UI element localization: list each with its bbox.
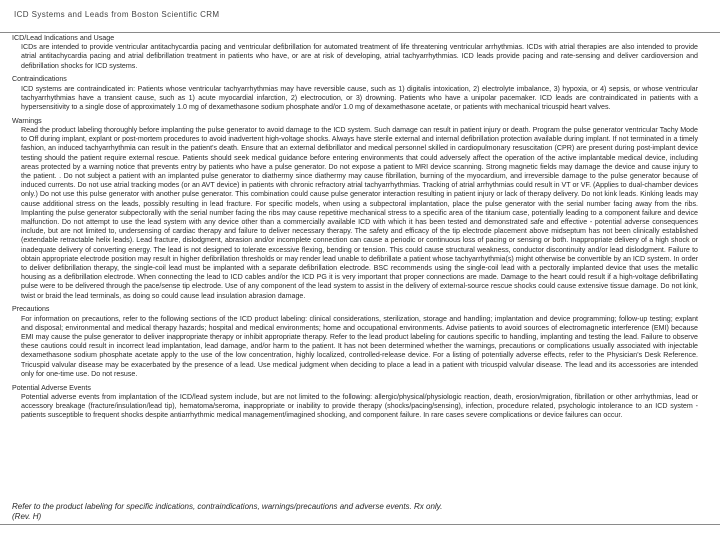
section-title: Precautions	[12, 305, 50, 314]
revision-label: (Rev. H)	[12, 512, 42, 522]
footer	[12, 502, 702, 523]
section-indications	[12, 34, 698, 71]
section-title: Potential Adverse Events	[12, 383, 91, 392]
section-body: For information on precautions, refer to the following sections of the ICD product labeling: clinical considerations, sterilization, storage and handling; implantation and device programming; follow-up testing; explant and disposal; environmental and medical therapy hazards; hospital and medical environments; home and occupational environments. Advise patients to avoid sources of electromagnetic interference (EMI) because EMI may cause the pulse generator to deliver inappropriate therapy or inhibit appropriate therapy. Refer to the lead product labeling for cautions specific to handling, implanting and testing the lead. Failure to observe these cautions could result in incorrect lead implantation, lead damage, and/or harm to the patient. It has not been determined whether the warnings, precautions or complications usually associated with injectable dexamethasone sodium phosphate acetate apply to the use of the low concentration, highly localized, controlled-release device. For a listing of potentially adverse effects, refer to the Physician's Desk Reference. Tricuspid valvular disease may be exacerbated by the presence of a lead. Use medical judgment when deciding to place a lead in a patient with tricuspid valvular disease. The lead and its accessories are intended only for one-time use. Do not resuse.	[21, 314, 698, 378]
bottom-divider	[0, 524, 720, 525]
header	[0, 0, 720, 33]
document-title: ICD Systems and Leads from Boston Scientific CRM	[14, 10, 220, 19]
section-body: Read the product labeling thoroughly before implanting the pulse generator to avoid damage to the ICD system. Such damage can result in patient injury or death. Program the pulse generator ventricular Tachy Mode to Off during implant, explant or post-mortem procedures to avoid inadvertent high-voltage shocks. Always have sterile external and internal defibrillation protection available during implant. If not terminated in a timely fashion, an induced tachyarrhythmia can result in the patient's death. Ensure that an external defibrillator and medical personnel skilled in cardiopulmonary resuscitation (CPR) are present during post-implant device testing should the patient require external rescue. Patients should seek medical guidance before entering environments that could adversely affect the operation of the active implantable medical device, including areas protected by a warning notice that prevents entry by patients who have a pulse generator. Do not expose a patient to MRI device scanning. Strong magnetic fields may damage the device and cause injury to the patient. . Do not subject a patient with an implanted pulse generator to diathermy since diathermy may cause fibrillation, burning of the myocardium, and irreversible damage to the pulse generator because of induced currents. Do not use atrial tracking modes (or an AVT device) in patients with chronic refractory atrial tachyarrhythmias. Tracking of atrial arrhythmias could result in VT or VF. (Applies to dual-chamber devices only.) Do not use this pulse generator with another pulse generator. This combination could cause pulse generator interaction resulting in patient injury or lack of therapy delivery. Do not kink leads. Kinking leads may cause additional stress on the leads, possibly resulting in lead fracture. For specific models, when using a subpectoral implantation, place the pulse generator with the serial number facing away from the ribs. Implanting the pulse generator subpectorally with the serial number facing the ribs may cause repetitive mechanical stress to a specific area of the titanium case, potentially leading to a component failure and device malfunction. Do not attempt to use the lead system with any device other than a commercially available ICD with which it has been tested and demonstrated safe and effective - potential adverse consequences include, but are not limited to, undersensing of cardiac therapy and failure to deliver necessary therapy. The safety and efficacy of the tip electrode placement above midseptum has not been clinically established (extendable retractable helix leads). Lead fracture, dislodgment, abrasion and/or incomplete connection can cause a periodic or continuous loss of pacing or sensing or both. Inappropriate delivery of a high shock or inadequate delivery of converting energy. The lead is not designed to tolerate excessive flexing, bending or tension. This could cause structural weakness, conductor discontinuity and/or lead dislodgment. Failure to obtain appropriate electrode position may result in higher defibrillation thresholds or may render lead unable to defibrillate a patient whose tachyarrhythmia(s) might otherwise be convertible by an ICD system. In order to deliver defibrillation therapy, the single-coil lead must be implanted with a separate defibrillation electrode. BSC recommends using the single-coil lead with a pectorally implanted device that uses the metallic housing as a defibrillation electrode. When connecting the lead to ICD cables and/or the ICD PG it is very important that proper connections are made. Damage to the heart could result if a high-voltage defibrillating pulse were to be delivered through the pace/sense tip electrode. Use of any component of the lead system to assist in the delivery of external-source rescue shocks could cause extensive tissue damage. Do not kink, twist or braid the lead terminals, as doing so could cause lead insulation abrasion damage.	[21, 126, 698, 300]
section-precautions	[12, 305, 698, 379]
section-adverse-events	[12, 384, 698, 421]
section-warnings	[12, 117, 698, 301]
section-contraindications	[12, 75, 698, 112]
content	[12, 34, 698, 425]
section-title: Warnings	[12, 116, 42, 125]
section-title: ICD/Lead Indications and Usage	[12, 34, 115, 42]
section-body: ICD systems are contraindicated in: Patients whose ventricular tachyarrhythmias may have reversible cause, such as 1) digitalis intoxication, 2) electrolyte imbalance, 3) hypoxia, or 4) sepsis, or whose ventricular tachyarrhythmias have a transient cause, such as 1) acute myocardial infarction, 2) electrocution, or 3) drowning. Patients who have a unipolar pacemaker. ICD leads are contraindicated in patients with a hypersensitivity to a single dose of approximately 1.0 mg of dexamethasone sodium phosphate and/or 1.0 mg of dexamethasone acetate, or patients with mechanical tricuspid heart valves.	[21, 84, 698, 112]
section-title: Contraindications	[12, 75, 67, 84]
footer-note: Refer to the product labeling for specific indications, contraindications, warnings/precautions and adverse events. Rx only.	[12, 502, 443, 511]
section-body: ICDs are intended to provide ventricular antitachycardia pacing and ventricular defibrillation for automated treatment of life threatening ventricular arrhythmias. ICDs with atrial therapies are also intended to provide atrial antitachycardia pacing and atrial defibrillation treatment in patients who have, or are at risk of developing, atrial tachyarrhythmias. ICD leads provide pacing and rate-sensing and deliver cardioversion and defibrillation shocks for ICD systems.	[21, 43, 698, 70]
section-body: Potential adverse events from implantation of the ICD/lead system include, but are not limited to the following: allergic/physical/physiologic reaction, death, erosion/migration, fibrillation or other arrhythmias, lead or accessory breakage (fracture/insulation/lead tip), hematoma/seroma, inappropriate or inability to provide therapy (shocks/pacing/sensing), infection, procedure related, psychologic intolerance to an ICD system - patients susceptible to frequent shocks despite antiarrhythmic medical management/imagined shocking, and component failure. In rare cases severe complications or device failures can occur.	[21, 392, 698, 420]
